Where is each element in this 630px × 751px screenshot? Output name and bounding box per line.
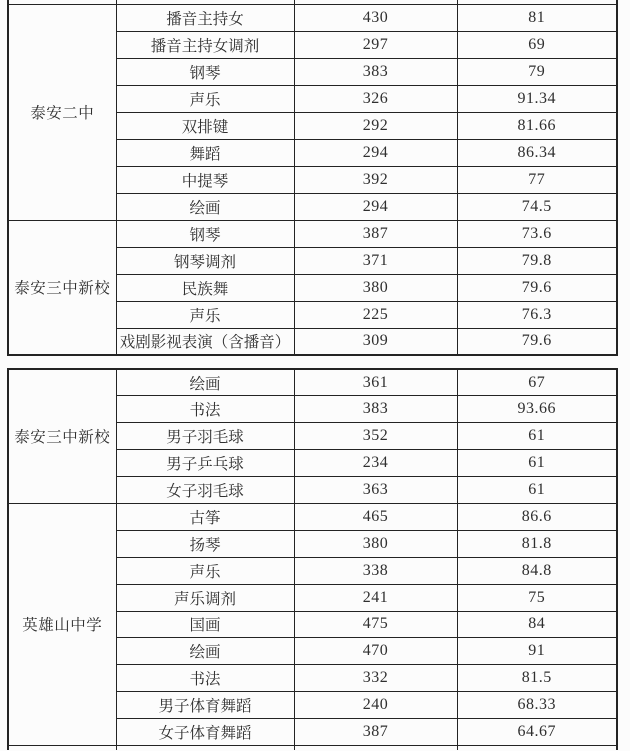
score2-cell: 93.66 — [457, 396, 617, 423]
clipped-cell — [8, 745, 116, 750]
score1-cell: 380 — [294, 274, 457, 301]
score1-cell: 361 — [294, 369, 457, 396]
score2-cell: 84.8 — [457, 557, 617, 584]
program-cell: 民族舞 — [116, 274, 294, 301]
program-cell: 古筝 — [116, 503, 294, 530]
score1-cell: 297 — [294, 31, 457, 58]
program-cell: 舞蹈 — [116, 139, 294, 166]
clipped-cell — [457, 745, 617, 750]
score1-cell: 371 — [294, 247, 457, 274]
score2-cell: 79.8 — [457, 247, 617, 274]
score2-cell: 79.6 — [457, 328, 617, 355]
score1-cell: 309 — [294, 328, 457, 355]
program-cell: 钢琴调剂 — [116, 247, 294, 274]
program-cell: 声乐 — [116, 85, 294, 112]
score2-cell: 91 — [457, 638, 617, 665]
score1-cell: 470 — [294, 638, 457, 665]
table-row — [8, 4, 617, 31]
program-cell: 女子羽毛球 — [116, 477, 294, 504]
table-row — [8, 220, 617, 247]
program-cell: 男子乒乓球 — [116, 450, 294, 477]
score2-cell: 67 — [457, 369, 617, 396]
score2-cell: 81.8 — [457, 530, 617, 557]
score1-cell: 363 — [294, 477, 457, 504]
school-name-cell: 英雄山中学 — [8, 503, 116, 745]
program-cell: 声乐 — [116, 301, 294, 328]
score2-cell: 61 — [457, 450, 617, 477]
clipped-row — [8, 745, 617, 750]
program-cell: 播音主持女调剂 — [116, 31, 294, 58]
score1-cell: 225 — [294, 301, 457, 328]
score2-cell: 61 — [457, 423, 617, 450]
school-name-cell: 泰安三中新校 — [8, 369, 116, 503]
table-row — [8, 503, 617, 530]
program-cell: 钢琴 — [116, 220, 294, 247]
admission-scores-table-lower — [7, 368, 618, 750]
program-cell: 绘画 — [116, 193, 294, 220]
program-cell: 声乐调剂 — [116, 584, 294, 611]
score2-cell: 77 — [457, 166, 617, 193]
school-name-cell: 泰安三中新校 — [8, 220, 116, 355]
score2-cell: 79.6 — [457, 274, 617, 301]
score2-cell: 91.34 — [457, 85, 617, 112]
score2-cell: 81 — [457, 4, 617, 31]
program-cell: 男子体育舞蹈 — [116, 692, 294, 719]
score2-cell: 73.6 — [457, 220, 617, 247]
program-cell: 声乐 — [116, 557, 294, 584]
score2-cell: 64.67 — [457, 719, 617, 746]
score1-cell: 387 — [294, 719, 457, 746]
score2-cell: 69 — [457, 31, 617, 58]
score1-cell: 430 — [294, 4, 457, 31]
score1-cell: 352 — [294, 423, 457, 450]
score2-cell: 74.5 — [457, 193, 617, 220]
program-cell: 双排键 — [116, 112, 294, 139]
score1-cell: 465 — [294, 503, 457, 530]
score1-cell: 392 — [294, 166, 457, 193]
program-cell: 戏剧影视表演（含播音） — [116, 328, 294, 355]
score1-cell: 380 — [294, 530, 457, 557]
score2-cell: 79 — [457, 58, 617, 85]
score1-cell: 240 — [294, 692, 457, 719]
program-cell: 书法 — [116, 396, 294, 423]
score2-cell: 75 — [457, 584, 617, 611]
program-cell: 女子体育舞蹈 — [116, 719, 294, 746]
score1-cell: 383 — [294, 396, 457, 423]
clipped-cell — [294, 745, 457, 750]
admission-scores-table-upper — [7, 0, 618, 356]
score2-cell: 61 — [457, 477, 617, 504]
score2-cell: 76.3 — [457, 301, 617, 328]
score1-cell: 241 — [294, 584, 457, 611]
score1-cell: 294 — [294, 193, 457, 220]
score1-cell: 294 — [294, 139, 457, 166]
score1-cell: 234 — [294, 450, 457, 477]
school-name-cell: 泰安二中 — [8, 4, 116, 220]
program-cell: 绘画 — [116, 369, 294, 396]
score2-cell: 81.5 — [457, 665, 617, 692]
score1-cell: 338 — [294, 557, 457, 584]
score2-cell: 86.6 — [457, 503, 617, 530]
program-cell: 男子羽毛球 — [116, 423, 294, 450]
clipped-cell — [116, 745, 294, 750]
table-row — [8, 369, 617, 396]
score1-cell: 332 — [294, 665, 457, 692]
score1-cell: 383 — [294, 58, 457, 85]
score2-cell: 81.66 — [457, 112, 617, 139]
program-cell: 扬琴 — [116, 530, 294, 557]
score1-cell: 387 — [294, 220, 457, 247]
score2-cell: 86.34 — [457, 139, 617, 166]
score1-cell: 475 — [294, 611, 457, 638]
score2-cell: 84 — [457, 611, 617, 638]
program-cell: 书法 — [116, 665, 294, 692]
program-cell: 钢琴 — [116, 58, 294, 85]
program-cell: 绘画 — [116, 638, 294, 665]
score1-cell: 326 — [294, 85, 457, 112]
program-cell: 播音主持女 — [116, 4, 294, 31]
program-cell: 中提琴 — [116, 166, 294, 193]
score1-cell: 292 — [294, 112, 457, 139]
program-cell: 国画 — [116, 611, 294, 638]
score2-cell: 68.33 — [457, 692, 617, 719]
